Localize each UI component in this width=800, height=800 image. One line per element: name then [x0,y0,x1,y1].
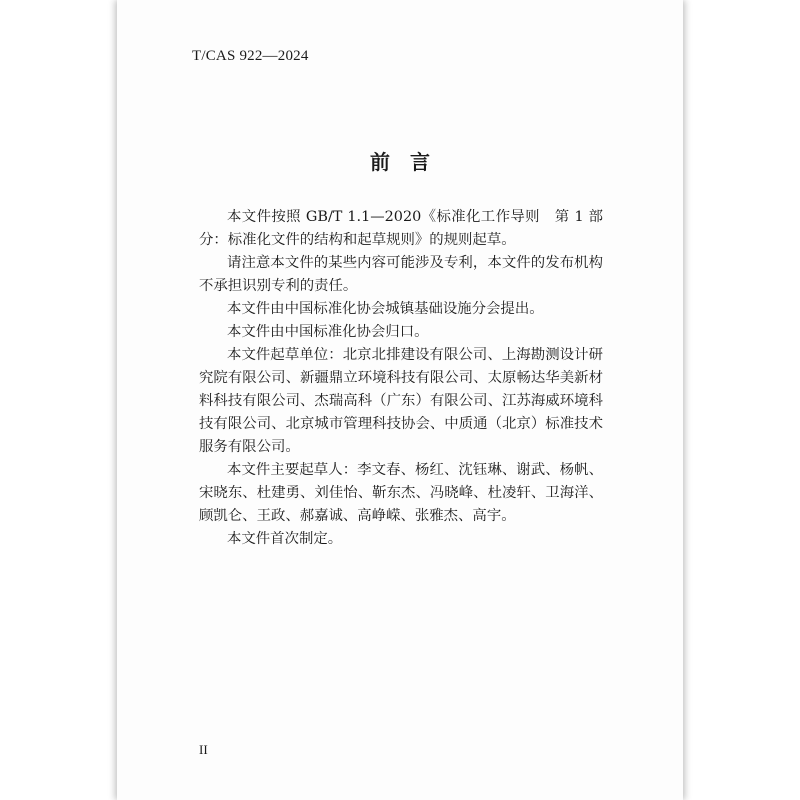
paragraph-drafters: 本文件主要起草人：李文春、杨红、沈钰琳、谢武、杨帆、宋晓东、杜建勇、刘佳怡、靳东杰、冯晓峰、杜凌轩、卫海洋、顾凯仑、王政、郝嘉诚、高峥嵘、张雅杰、高宇。 [199,462,603,524]
paragraph-first-edition: 本文件首次制定。 [227,531,343,547]
paragraph-proposer: 本文件由中国标准化协会城镇基础设施分会提出。 [227,301,544,317]
page-number: II [199,742,208,757]
preface-body [199,206,603,551]
page-title: 前言 [370,150,450,174]
paragraph-administrator: 本文件由中国标准化协会归口。 [227,324,429,340]
paragraph-drafting-units: 本文件起草单位：北京北排建设有限公司、上海勘测设计研究院有限公司、新疆鼎立环境科技有限公司、太原畅达华美新材料科技有限公司、杰瑞高科（广东）有限公司、江苏海威环境科技有限公司、北京城市管理科技协会、中质通（北京）标准技术服务有限公司。 [199,347,603,455]
paragraph-drafting-rules: 本文件按照 GB/T 1.1—2020《标准化工作导则 第 1 部分：标准化文件的结构和起草规则》的规则起草。 [199,209,603,248]
paragraph-patent-notice: 请注意本文件的某些内容可能涉及专利，本文件的发布机构不承担识别专利的责任。 [199,255,603,294]
document-code: T/CAS 922—2024 [192,48,309,64]
